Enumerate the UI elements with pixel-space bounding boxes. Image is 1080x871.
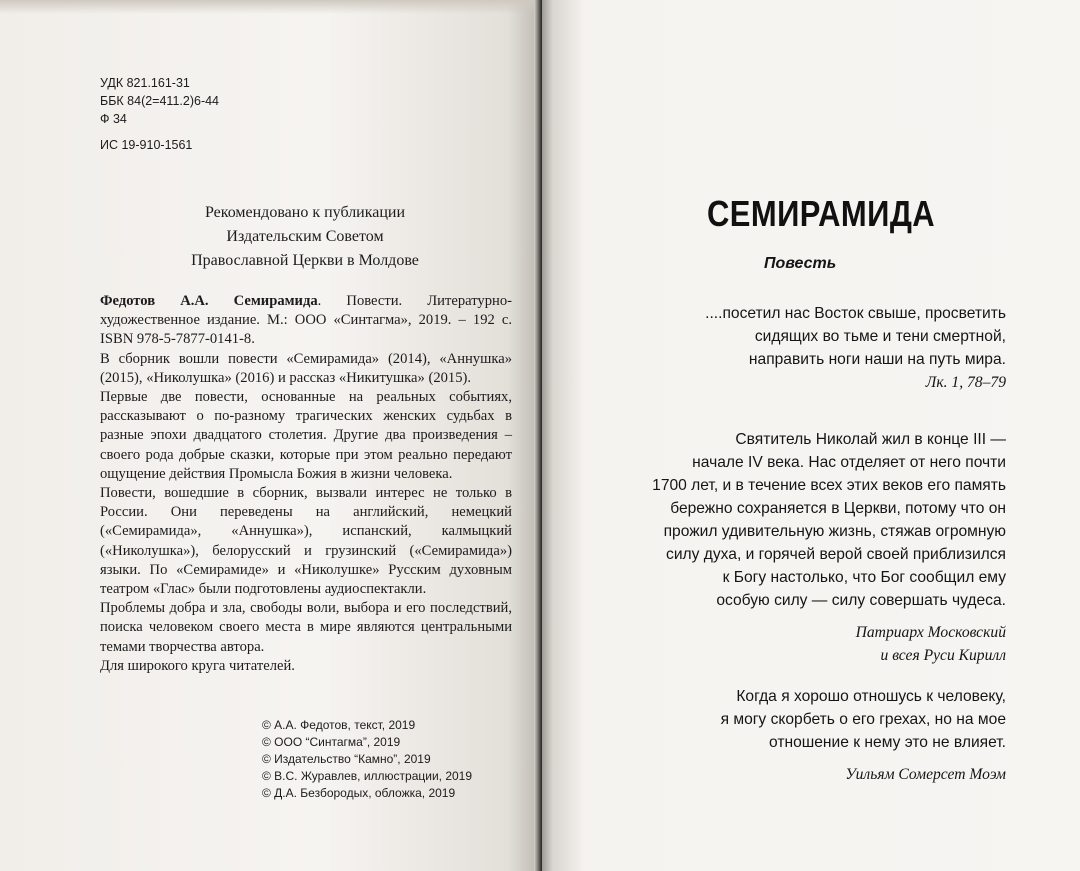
epigraph-patriarch [652, 428, 1006, 667]
epigraph-line: направить ноги наши на путь мира. [748, 351, 1006, 368]
epigraph-line: силу духа, и горячей верой своей приблизился [666, 546, 1006, 563]
bbk-code: ББК 84(2=411.2)6-44 [100, 94, 220, 108]
epigraph-source: и всея Руси Кирилл [880, 647, 1006, 664]
epigraph-line: прожил удивительную жизнь, стяжав огромную [663, 523, 1006, 540]
epigraph-line: отношение к нему это не влияет. [768, 734, 1006, 751]
copyright-line: © ООО “Синтагма”, 2019 [262, 735, 401, 749]
book-title: СЕМИРАМИДА [707, 193, 936, 234]
epigraph-line: 1700 лет, и в течение всех этих веков его память [652, 477, 1006, 494]
annotation-paragraph: В сборник вошли повести «Семирамида» (2014), «Аннушка» (2015), «Николушка» (2016) и рассказ «Никитушка» (2015). [100, 350, 512, 386]
right-page [542, 0, 1080, 871]
annotation-paragraph: Повести, вошедшие в сборник, вызвали интерес не только в России. Они переведены на английский, немецкий («Семирамида», «Аннушка»), испанский, калмыцкий («Николушка»), белорусский и грузинский («Семирамида») языки. По «Семирамиде» и «Николушке» Русским духовным театром «Глас» были подготовлены аудиоспектакли. [100, 485, 512, 598]
citation [100, 292, 512, 350]
recommendation-line: Рекомендовано к публикации [204, 204, 406, 221]
udk-code: УДК 821.161-31 [100, 76, 190, 90]
epigraph-source: Уильям Сомерсет Моэм [845, 766, 1006, 783]
annotation [100, 292, 512, 676]
copyright-block [262, 717, 472, 802]
epigraph-line: Святитель Николай жил в конце III — [735, 431, 1006, 448]
epigraph-gospel [705, 302, 1006, 394]
copyright-line: © Д.А. Безбородых, обложка, 2019 [262, 786, 456, 800]
annotation-paragraph: Проблемы добра и зла, свободы воли, выбора и его последствий, поиска человеком своего места в мире являются центральными темами творчества автора. [100, 600, 512, 655]
annotation-paragraph: Для широкого круга читателей. [100, 657, 295, 674]
citation-details: . Повести. Литературно-художественное издание. М.: ООО «Синтагма», 2019. – 192 с. ISBN 978-5-7877-0141-8. [100, 293, 512, 348]
epigraph-line: сидящих во тьме и тени смертной, [754, 328, 1006, 345]
epigraph-line: к Богу настолько, что Бог сообщил ему [722, 569, 1006, 586]
epigraph-line: ....посетил нас Восток свыше, просветить [705, 305, 1006, 322]
epigraph-line: начале IV века. Нас отделяет от него почти [692, 454, 1006, 471]
epigraph-line: я могу скорбеть о его грехах, но на мое [720, 711, 1006, 728]
epigraph-maugham [721, 685, 1006, 786]
genre-subtitle: Повесть [764, 255, 837, 272]
copyright-line: © А.А. Федотов, текст, 2019 [262, 718, 416, 732]
epigraph-source: Патриарх Московский [855, 624, 1006, 641]
is-code: ИС 19-910-1561 [100, 138, 193, 152]
epigraph-line: особую силу — силу совершать чудеса. [716, 592, 1006, 609]
publication-recommendation [100, 201, 510, 273]
epigraph-line: Когда я хорошо отношусь к человеку, [736, 688, 1006, 705]
annotation-paragraph: Первые две повести, основанные на реальных событиях, рассказывают о по-разному трагических женских судьбах в разные эпохи двадцатого столетия. Другие два произведения – своего рода добрые сказки, которые при этом реально передают ощущение действия Промысла Божия в жизни человека. [100, 389, 512, 482]
copyright-line: © В.С. Журавлев, иллюстрации, 2019 [262, 769, 473, 783]
epigraph-source: Лк. 1, 78–79 [925, 374, 1006, 391]
page-top-shadow [0, 0, 540, 14]
recommendation-line: Православной Церкви в Молдове [191, 252, 419, 269]
copyright-line: © Издательство “Камно”, 2019 [262, 752, 431, 766]
citation-author-title: Федотов А.А. Семирамида [100, 293, 318, 309]
author-mark: Ф 34 [100, 112, 127, 126]
recommendation-line: Издательским Советом [226, 228, 384, 245]
bibliographic-codes [100, 74, 219, 154]
epigraph-line: бережно сохраняется в Церкви, потому что он [670, 500, 1006, 517]
